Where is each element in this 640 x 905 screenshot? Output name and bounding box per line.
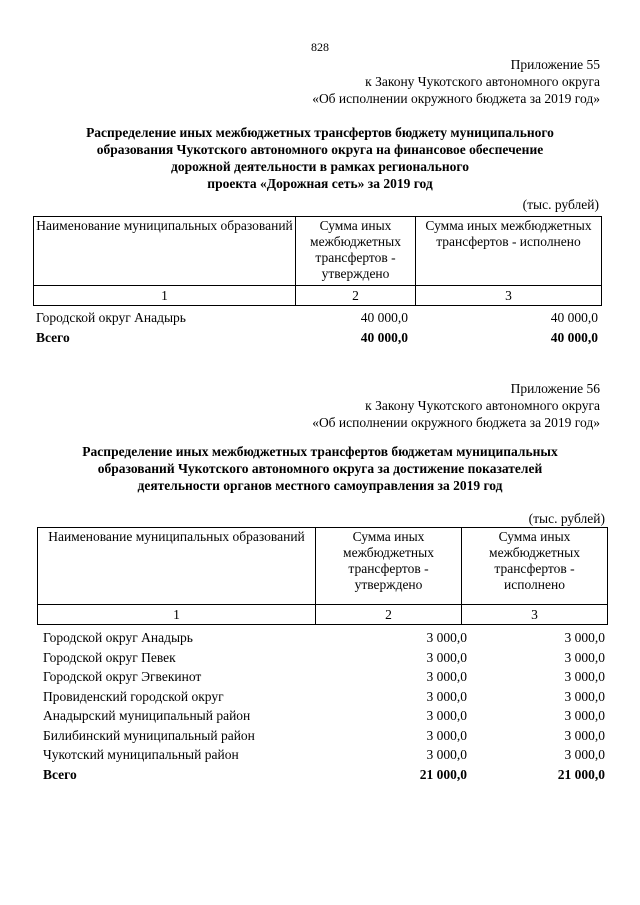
row-executed: 3 000,0: [564, 747, 605, 762]
table-row: [36, 308, 598, 328]
appendix-56-title: [40, 443, 600, 494]
row-approved: 3 000,0: [426, 747, 467, 762]
total-name: Всего: [36, 329, 70, 345]
row-executed: 3 000,0: [564, 649, 605, 665]
col-header-name: Наименование муниципальных образований: [34, 217, 296, 286]
title-line: образования Чукотского автономного округа на финансовое обеспечение: [96, 142, 544, 157]
total-row: [43, 765, 605, 785]
col-number: 1: [38, 605, 316, 625]
row-executed: 3 000,0: [564, 708, 605, 723]
col-header-executed: Сумма иных межбюджетных трансфертов - исполнено: [462, 528, 608, 605]
row-name: Билибинский муниципальный район: [43, 727, 255, 743]
table-row: [43, 628, 605, 648]
row-executed: 3 000,0: [564, 630, 605, 645]
appendix-55-rows: [36, 308, 598, 347]
appendix-56-heading: [312, 380, 600, 431]
total-row: [36, 328, 598, 348]
total-name: Всего: [43, 766, 77, 782]
table-row: [43, 726, 605, 746]
total-executed: 21 000,0: [557, 766, 605, 782]
table-row: [43, 745, 605, 765]
appendix-55-subject: «Об исполнении окружного бюджета за 2019 год»: [312, 91, 600, 106]
row-executed: 3 000,0: [564, 727, 605, 743]
row-name: Городской округ Анадырь: [43, 630, 193, 645]
col-header-executed: Сумма иных межбюджетных трансфертов - исполнено: [416, 217, 602, 286]
col-number: 1: [34, 286, 296, 306]
row-approved: 3 000,0: [426, 649, 467, 665]
appendix-56-units: (тыс. рублей): [528, 511, 605, 526]
row-approved: 3 000,0: [426, 630, 467, 645]
appendix-55-number: Приложение 55: [510, 57, 600, 72]
col-header-approved: Сумма иных межбюджетных трансфертов - утверждено: [316, 528, 462, 605]
table-row: [43, 667, 605, 687]
appendix-56-number: Приложение 56: [510, 381, 600, 396]
appendix-56-law: к Закону Чукотского автономного округа: [365, 398, 600, 413]
page-number: 828: [311, 40, 329, 54]
col-number: 3: [462, 605, 608, 625]
row-approved: 3 000,0: [426, 669, 467, 684]
appendix-55-units: (тыс. рублей): [522, 197, 599, 212]
row-approved: 3 000,0: [426, 708, 467, 723]
appendix-55-law: к Закону Чукотского автономного округа: [365, 74, 600, 89]
title-line: дорожной деятельности в рамках регионального: [171, 159, 469, 174]
row-name: Городской округ Певек: [43, 649, 176, 665]
table-row: [43, 648, 605, 668]
total-approved: 21 000,0: [419, 766, 467, 782]
total-executed: 40 000,0: [550, 329, 598, 345]
row-approved: 3 000,0: [426, 727, 467, 743]
appendix-55-table-header: [33, 216, 602, 306]
appendix-56-table-header: [37, 527, 608, 625]
title-line: деятельности органов местного самоуправления за 2019 год: [137, 478, 503, 493]
row-name: Городской округ Анадырь: [36, 310, 186, 325]
appendix-56-rows: [43, 628, 605, 784]
row-name: Провиденский городской округ: [43, 688, 224, 704]
row-name: Городской округ Эгвекинот: [43, 669, 202, 684]
col-header-approved: Сумма иных межбюджетных трансфертов - утверждено: [296, 217, 416, 286]
row-approved: 3 000,0: [426, 688, 467, 704]
appendix-56-subject: «Об исполнении окружного бюджета за 2019 год»: [312, 415, 600, 430]
row-name: Анадырский муниципальный район: [43, 708, 251, 723]
row-approved: 40 000,0: [360, 310, 408, 325]
table-row: [43, 706, 605, 726]
col-number: 2: [316, 605, 462, 625]
row-executed: 3 000,0: [564, 688, 605, 704]
col-number: 3: [416, 286, 602, 306]
total-approved: 40 000,0: [360, 329, 408, 345]
row-executed: 40 000,0: [550, 310, 598, 325]
appendix-55-heading: [312, 56, 600, 107]
row-executed: 3 000,0: [564, 669, 605, 684]
col-number: 2: [296, 286, 416, 306]
title-line: образований Чукотского автономного округа за достижение показателей: [97, 461, 543, 476]
title-line: проекта «Дорожная сеть» за 2019 год: [207, 176, 433, 191]
col-header-name: Наименование муниципальных образований: [38, 528, 316, 605]
title-line: Распределение иных межбюджетных трансфертов бюджету муниципального: [86, 125, 554, 140]
row-name: Чукотский муниципальный район: [43, 747, 239, 762]
appendix-55-title: [40, 124, 600, 192]
title-line: Распределение иных межбюджетных трансфертов бюджетам муниципальных: [82, 444, 558, 459]
table-row: [43, 687, 605, 707]
